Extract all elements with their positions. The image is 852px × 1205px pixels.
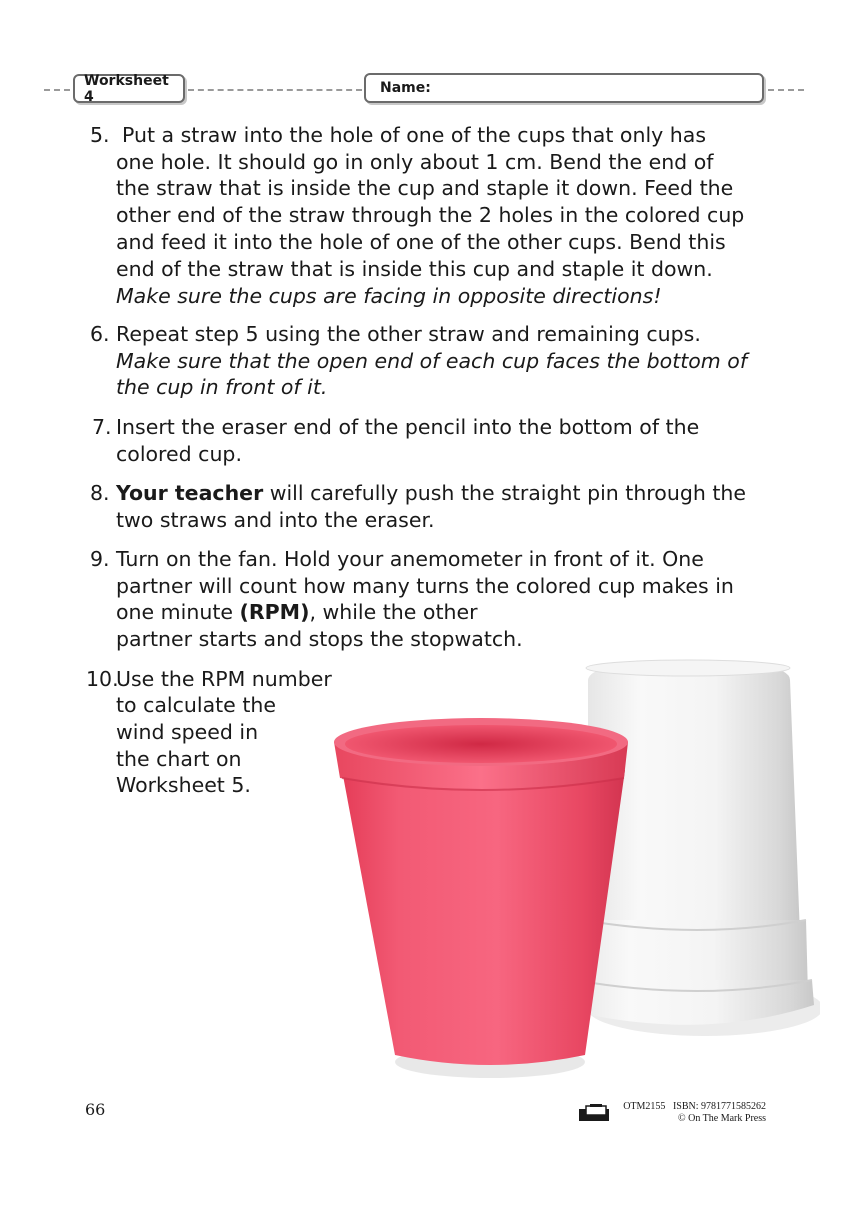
step-line: partner will count how many turns the colored cup makes in xyxy=(116,574,734,598)
name-field[interactable] xyxy=(364,73,764,103)
pink-cup xyxy=(334,718,628,1078)
step-line: wind speed in xyxy=(116,720,259,744)
step-note: Make sure that the open end of each cup faces the bottom of xyxy=(116,349,748,373)
publisher-logo xyxy=(578,1101,612,1123)
step-number: 5. xyxy=(90,123,110,147)
step-number: 8. xyxy=(90,481,110,505)
step-line: Turn on the fan. Hold your anemometer in front of it. One xyxy=(116,547,704,571)
step-note: Make sure the cups are facing in opposite directions! xyxy=(116,284,662,308)
footer-info xyxy=(620,1101,766,1125)
step-number: 10. xyxy=(86,667,119,691)
step-line: other end of the straw through the 2 holes in the colored cup xyxy=(116,203,745,227)
rpm-bold: (RPM) xyxy=(239,600,310,624)
bold-lead: Your teacher xyxy=(116,481,264,505)
step-line: end of the straw that is inside this cup and staple it down. xyxy=(116,257,713,281)
header-dash-middle xyxy=(188,89,362,91)
worksheet-label: Worksheet 4 xyxy=(84,72,169,105)
step-number: 6. xyxy=(90,322,110,346)
product-code: OTM2155 xyxy=(623,1101,666,1112)
worksheet-tab xyxy=(73,74,185,103)
header-dash-right xyxy=(768,89,804,91)
step-line: Worksheet 5. xyxy=(116,773,251,797)
isbn: ISBN: 9781771585262 xyxy=(672,1101,766,1112)
step-line: the chart on xyxy=(116,747,242,771)
step-line: Use the RPM number xyxy=(116,667,332,691)
page-number: 66 xyxy=(85,1100,106,1119)
step-number: 7. xyxy=(92,415,112,439)
step-line: Insert the eraser end of the pencil into the bottom of the xyxy=(116,415,700,439)
step-line: Repeat step 5 using the other straw and remaining cups. xyxy=(116,322,701,346)
step-line: colored cup. xyxy=(116,442,242,466)
step-line: to calculate the xyxy=(116,693,276,717)
step-line: the straw that is inside the cup and staple it down. Feed the xyxy=(116,176,734,200)
step-number: 9. xyxy=(90,547,110,571)
copyright: © On The Mark Press xyxy=(678,1113,766,1124)
step-line: one minute (RPM), while the other xyxy=(116,600,478,624)
step-line: two straws and into the eraser. xyxy=(116,508,435,532)
step-line: partner starts and stops the stopwatch. xyxy=(116,627,523,651)
step-line: one hole. It should go in only about 1 cm. Bend the end of xyxy=(116,150,714,174)
header-dash-left xyxy=(44,89,70,91)
step-line: and feed it into the hole of one of the other cups. Bend this xyxy=(116,230,726,254)
step-line: Put a straw into the hole of one of the cups that only has xyxy=(122,123,707,147)
name-label: Name: xyxy=(380,80,431,96)
cups-illustration xyxy=(320,650,820,1090)
step-line: Your teacher will carefully push the straight pin through the xyxy=(116,481,746,505)
step-note: the cup in front of it. xyxy=(116,375,328,399)
